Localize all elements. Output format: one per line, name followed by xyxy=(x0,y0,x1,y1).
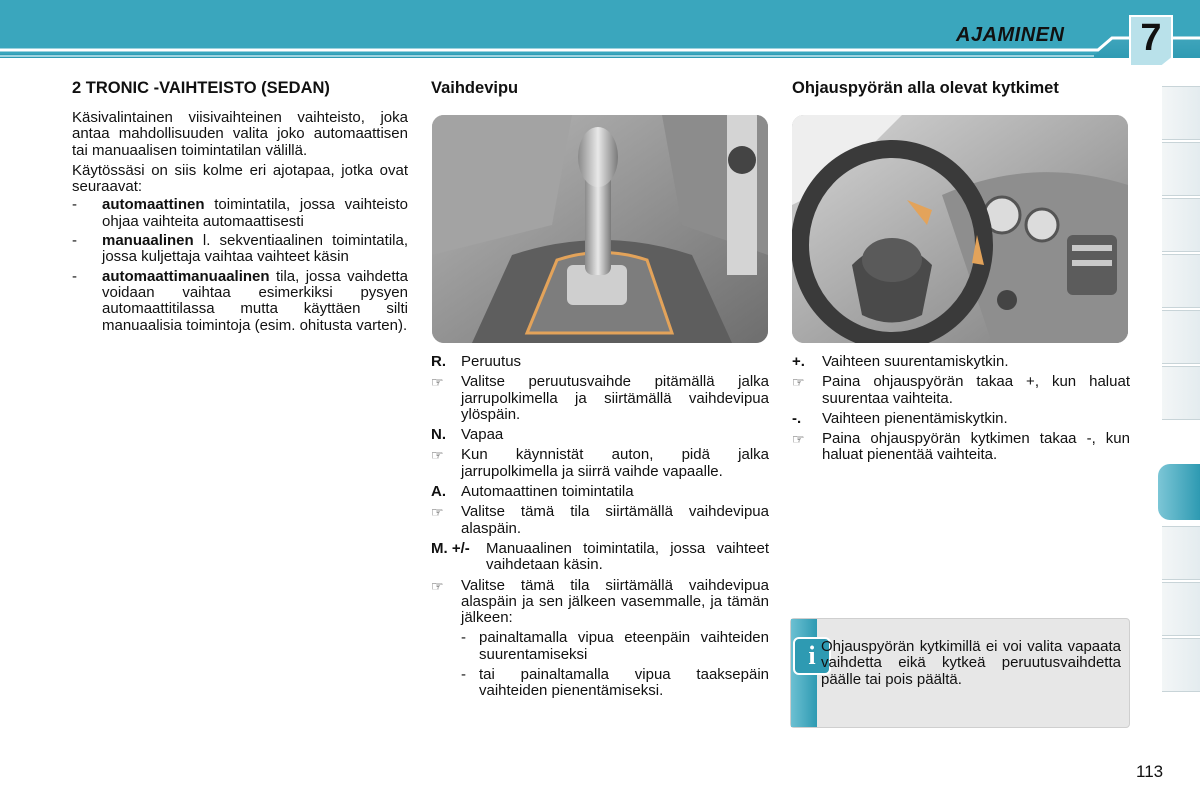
mode-description: l. sekventiaalinen toimintatila, jossa kuljettaja vaihtaa vaihteet käsin xyxy=(102,232,408,266)
intro-paragraph: Käsivalintainen viisivaihteinen vaihteisto, joka antaa mahdollisuuden valita joko automaattisen tai manuaalisen toimintatilan välillä. xyxy=(72,109,408,159)
mode-term: manuaalinen xyxy=(102,232,194,250)
list-item: - automaattinen toimintatila, jossa vaihteisto ohjaa vaihteita automaattisesti xyxy=(72,196,408,230)
chapter-tab-9[interactable] xyxy=(1162,582,1200,636)
gear-lever-items xyxy=(431,354,769,704)
list-item: +. Vaihteen suurentamiskytkin. xyxy=(792,353,1009,370)
list-item: ☞ Paina ohjauspyörän kytkimen takaa -, kun haluat pienentää vaihteita. xyxy=(792,430,1130,464)
steering-switch-items xyxy=(792,354,1130,468)
column-steering-switches xyxy=(792,78,1130,98)
chapter-title: AJAMINEN xyxy=(956,24,1065,46)
intro-paragraph-2: Käytössäsi on siis kolme eri ajotapaa, jotka ovat seuraavat: xyxy=(72,161,408,196)
list-item: ☞ Valitse peruutusvaihde pitämällä jalka jarrupolkimella ja siirtämällä vaihdevipua ylöspäin. xyxy=(431,373,769,423)
pointing-hand-icon: ☞ xyxy=(431,577,444,594)
pointing-hand-icon: ☞ xyxy=(431,447,444,464)
chapter-tab-1[interactable] xyxy=(1162,86,1200,140)
list-item: - manuaalinen l. sekventiaalinen toimintatila, jossa kuljettaja vaihtaa vaihteet käsin xyxy=(72,232,408,266)
mode-term: automaattinen xyxy=(102,196,205,214)
section-heading: Vaihdevipu xyxy=(431,79,519,97)
list-item: ☞ Paina ohjauspyörän takaa +, kun haluat suurentaa vaihteita. xyxy=(792,373,1130,407)
info-note xyxy=(790,618,1130,728)
mode-description: tila, jossa vaihdetta voidaan vaihtaa esimerkiksi pysyen automaattitilassa mutta käyttäen silti manuaalisia toimintoja (esim. ohitusta varten). xyxy=(102,267,408,334)
info-icon: i xyxy=(793,637,831,675)
mode-term: automaattimanuaalinen xyxy=(102,267,270,285)
section-heading: Ohjauspyörän alla olevat kytkimet xyxy=(792,79,1059,97)
list-item: M. +/- Manuaalinen toimintatila, jossa vaihteet vaihdetaan käsin. xyxy=(431,539,769,574)
page-number: 113 xyxy=(1136,762,1164,781)
info-text: Ohjauspyörän kytkimillä ei voi valita vapaata vaihdetta eikä kytkeä peruutusvaihdetta päälle tai pois päältä. xyxy=(821,638,1121,688)
chapter-tab-7-active[interactable] xyxy=(1158,464,1200,520)
chapter-tab-2[interactable] xyxy=(1162,142,1200,196)
chapter-tab-6[interactable] xyxy=(1162,366,1200,420)
chapter-tab-10[interactable] xyxy=(1162,638,1200,692)
steering-wheel-photo xyxy=(792,115,1128,343)
list-item: R. Peruutus xyxy=(431,353,522,370)
pointing-hand-icon: ☞ xyxy=(792,374,805,391)
list-item: ☞ Valitse tämä tila siirtämällä vaihdevipua alaspäin ja sen jälkeen vasemmalle, ja tämän jälkeen: xyxy=(431,576,769,627)
chapter-tab-4[interactable] xyxy=(1162,254,1200,308)
chapter-tab-3[interactable] xyxy=(1162,198,1200,252)
pointing-hand-icon: ☞ xyxy=(431,374,444,391)
list-item: - painaltamalla vipua eteenpäin vaihteiden suurentamiseksi xyxy=(461,629,769,663)
chapter-tabs xyxy=(1158,86,1200,718)
pointing-hand-icon: ☞ xyxy=(431,504,444,521)
chapter-tab-5[interactable] xyxy=(1162,310,1200,364)
list-item: - automaattimanuaalinen tila, jossa vaihdetta voidaan vaihtaa esimerkiksi pysyen automaattitilassa mutta käyttäen silti manuaalisia toimintoja (esim. ohitusta varten). xyxy=(72,267,408,334)
section-heading: 2 TRONIC -VAIHTEISTO (SEDAN) xyxy=(72,79,330,97)
gear-lever-photo xyxy=(432,115,768,343)
list-item: -. Vaihteen pienentämiskytkin. xyxy=(792,409,1008,427)
list-item: A. Automaattinen toimintatila xyxy=(431,483,634,501)
chapter-tab-8[interactable] xyxy=(1162,526,1200,580)
mode-list xyxy=(72,197,408,333)
pointing-hand-icon: ☞ xyxy=(792,431,805,448)
list-item: ☞ Kun käynnistät auton, pidä jalka jarrupolkimella ja siirrä vaihde vapaalle. xyxy=(431,446,769,480)
list-item: N. Vapaa xyxy=(431,426,504,444)
mode-description: toimintatila, jossa vaihteisto ohjaa vaihteita automaattisesti xyxy=(102,196,408,230)
column-gearbox-intro xyxy=(72,78,408,337)
chapter-number: 7 xyxy=(1140,17,1162,59)
list-item: ☞ Valitse tämä tila siirtämällä vaihdevipua alaspäin. xyxy=(431,503,769,537)
list-item: - tai painaltamalla vipua taaksepäin vaihteiden pienentämiseksi. xyxy=(461,666,769,700)
